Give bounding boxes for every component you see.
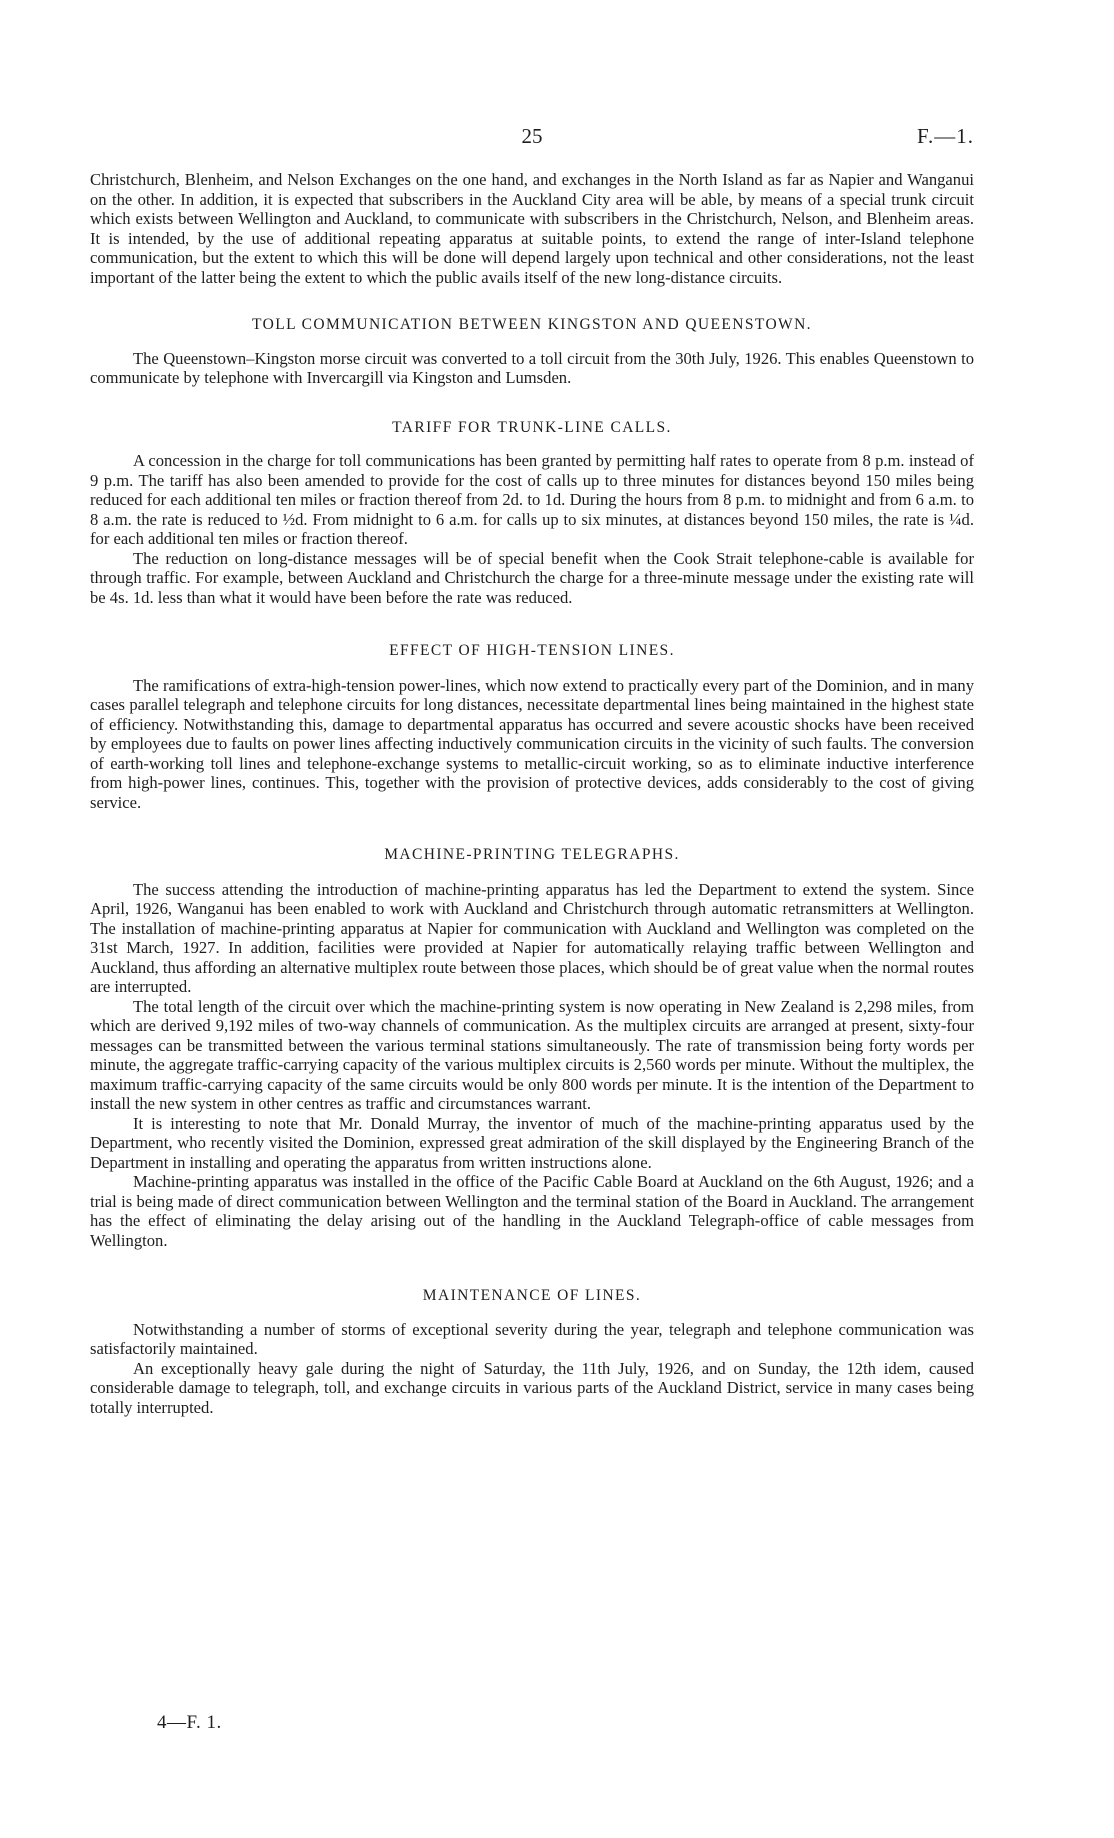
paragraph-machine-1: The success attending the introduction of machine-printing apparatus has led the Department to extend the system. Since April, 1926, Wanganui has been enabled to work with Auckland and Christchurch through automatic retransmitters at Wellington. The installation of machine-printing apparatus at Napier for communication with Auckland and Wellington was completed on the 31st March, 1927. In addition, facilities were provided at Napier for automatically relaying traffic between Wellington and Auckland, thus affording an alternative multiplex route between those places, which should be of great value when the normal routes are interrupted. [90,879,974,996]
paragraph-tariff-2: The reduction on long-distance messages will be of special benefit when the Cook Strait telephone-cable is available for through traffic. For example, between Auckland and Christchurch the charge for a three-minute message under the existing rate will be 4s. 1d. less than what it would have been before the rate was reduced. [90,548,974,607]
paragraph-maintenance-2: An exceptionally heavy gale during the night of Saturday, the 11th July, 1926, and on Sunday, the 12th idem, caused considerable damage to telegraph, toll, and exchange circuits in various parts of the Auckland District, service in many cases being totally interrupted. [90,1358,974,1417]
paragraph-toll: The Queenstown–Kingston morse circuit was converted to a toll circuit from the 30th July, 1926. This enables Queenstown to communicate by telephone with Invercargill via Kingston and Lumsden. [90,348,974,387]
signature-mark: 4—F. 1. [157,1712,222,1733]
heading-high-tension: EFFECT OF HIGH-TENSION LINES. [389,642,675,659]
heading-toll-communication: TOLL COMMUNICATION BETWEEN KINGSTON AND QUEENSTOWN. [252,316,812,333]
paragraph-machine-3: It is interesting to note that Mr. Donald Murray, the inventor of much of the machine-printing apparatus used by the Department, who recently visited the Dominion, expressed great admiration of the skill displayed by the Engineering Branch of the Department in installing and operating the apparatus from written instructions alone. [90,1113,974,1172]
paragraph-machine-2: The total length of the circuit over which the machine-printing system is now operating in New Zealand is 2,298 miles, from which are derived 9,192 miles of two-way channels of communication. As the multiplex circuits are arranged at present, sixty-four messages can be transmitted between the various terminal stations simultaneously. The rate of transmission being forty words per minute, the aggregate traffic-carrying capacity of the various multiplex circuits is 2,560 words per minute. Without the multiplex, the maximum traffic-carrying capacity of the same circuits would be only 800 words per minute. It is the intention of the Department to install the new system in other centres as traffic and circumstances warrant. [90,996,974,1113]
page-header [90,124,974,150]
paragraph-maintenance-1: Notwithstanding a number of storms of exceptional severity during the year, telegraph and telephone communication was satisfactorily maintained. [90,1319,974,1358]
heading-machine-printing: MACHINE-PRINTING TELEGRAPHS. [384,846,680,863]
paragraph-intro: Christchurch, Blenheim, and Nelson Exchanges on the one hand, and exchanges in the North Island as far as Napier and Wanganui on the other. In addition, it is expected that subscribers in the Auckland City area will be able, by means of a special trunk circuit which exists between Wellington and Auckland, to communicate with subscribers in the Christchurch, Nelson, and Blenheim areas. It is intended, by the use of additional repeating apparatus at suitable points, to extend the range of inter-Island telephone communication, but the extent to which this will be done will depend largely upon technical and other considerations, not the least important of the latter being the extent to which the public avails itself of the new long-distance circuits. [90,170,974,287]
heading-tariff: TARIFF FOR TRUNK-LINE CALLS. [392,418,672,436]
document-body [90,170,974,1417]
page-number: 25 [521,124,543,148]
paper-reference: F.—1. [917,124,974,148]
paragraph-tariff-1: A concession in the charge for toll communications has been granted by permitting half rates to operate from 8 p.m. instead of 9 p.m. The tariff has also been amended to provide for the cost of calls up to three minutes for distances beyond 150 miles being reduced for each additional ten miles or fraction thereof from 2d. to 1d. During the hours from 8 p.m. to midnight and from 6 a.m. to 8 a.m. the rate is reduced to ½d. From midnight to 6 a.m. for calls up to six minutes, at distances beyond 150 miles, the rate is ¼d. for each additional ten miles or fraction thereof. [90,451,974,548]
heading-maintenance: MAINTENANCE OF LINES. [422,1287,642,1304]
paragraph-machine-4: Machine-printing apparatus was installed in the office of the Pacific Cable Board at Auckland on the 6th August, 1926; and a trial is being made of direct communication between Wellington and the terminal station of the Board in Auckland. The arrangement has the effect of eliminating the delay arising out of the handling in the Auckland Telegraph-office of cable messages from Wellington. [90,1172,974,1250]
paragraph-high-tension: The ramifications of extra-high-tension power-lines, which now extend to practically every part of the Dominion, and in many cases parallel telegraph and telephone circuits for long distances, necessitate departmental lines being maintained in the highest state of efficiency. Notwithstanding this, damage to departmental apparatus has occurred and severe acoustic shocks have been received by employees due to faults on power lines affecting inductively communication circuits in the vicinity of such faults. The conversion of earth-working toll lines and telephone-exchange systems to metallic-circuit working, so as to eliminate inductive interference from high-power lines, continues. This, together with the provision of protective devices, adds considerably to the cost of giving service. [90,675,974,812]
